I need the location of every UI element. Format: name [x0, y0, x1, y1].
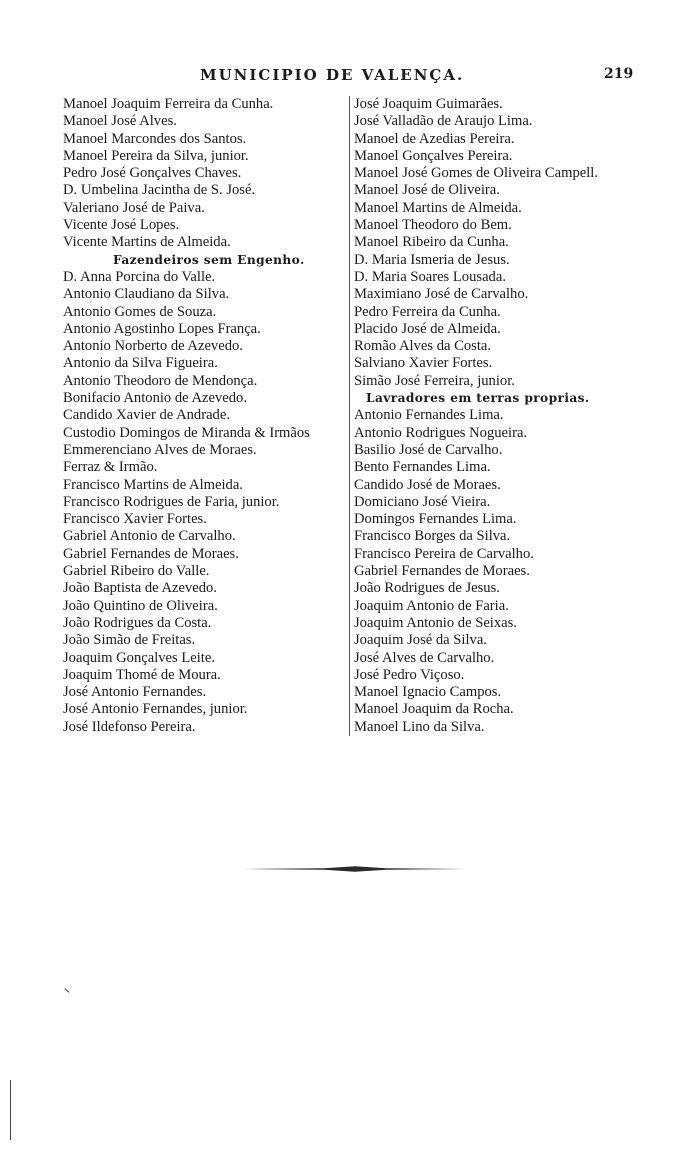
- list-item: Antonio Claudiano da Silva.: [63, 286, 230, 303]
- list-item: Bonifacio Antonio de Azevedo.: [63, 390, 248, 407]
- list-item: Antonio Theodoro de Mendonça.: [63, 372, 258, 389]
- page-title: MUNICIPIO DE VALENÇA.: [200, 66, 465, 84]
- ornament-shape: [244, 866, 466, 872]
- list-item: Bento Fernandes Lima.: [354, 459, 491, 476]
- list-item: Placido José de Almeida.: [354, 320, 501, 337]
- left-entries-top: [63, 96, 348, 252]
- list-item: Gabriel Fernandes de Moraes.: [63, 545, 239, 562]
- list-item: Francisco Martins de Almeida.: [63, 476, 243, 493]
- list-item: Basilio José de Carvalho.: [354, 441, 503, 458]
- list-item: Ferraz & Irmão.: [63, 459, 158, 476]
- list-item: José Pedro Viçoso.: [354, 666, 465, 683]
- list-item: Joaquim José da Silva.: [354, 632, 487, 649]
- list-item: Manoel Marcondes dos Santos.: [63, 130, 247, 147]
- list-item: Vicente Martins de Almeida.: [63, 234, 231, 251]
- right-entries-bottom: [354, 407, 654, 736]
- list-item: Manoel Martins de Almeida.: [354, 199, 522, 216]
- section-heading-lavradores: Lavradores em terras proprias.: [366, 391, 590, 406]
- list-item: Manoel Joaquim da Rocha.: [354, 701, 514, 718]
- left-entries-bottom: [63, 269, 348, 736]
- list-item: D. Umbelina Jacintha de S. José.: [63, 182, 256, 199]
- list-item: José Antonio Fernandes, junior.: [63, 701, 248, 718]
- list-item: Custodio Domingos de Miranda & Irmãos: [63, 424, 310, 441]
- list-item: Gabriel Ribeiro do Valle.: [63, 563, 210, 580]
- column-divider: [349, 96, 350, 736]
- list-item: Manoel de Azedias Pereira.: [354, 130, 515, 147]
- list-item: Antonio Agostinho Lopes França.: [63, 320, 261, 337]
- list-item: Francisco Pereira de Carvalho.: [354, 545, 534, 562]
- list-item: Gabriel Fernandes de Moraes.: [354, 563, 530, 580]
- list-item: Francisco Xavier Fortes.: [63, 511, 207, 528]
- list-item: Manoel Lino da Silva.: [354, 718, 485, 735]
- list-item: Salviano Xavier Fortes.: [354, 355, 493, 372]
- list-item: João Rodrigues da Costa.: [63, 614, 212, 631]
- list-item: Simão José Ferreira, junior.: [354, 372, 515, 389]
- list-item: Manoel José Gomes de Oliveira Campell.: [354, 165, 598, 182]
- list-item: Francisco Borges da Silva.: [354, 528, 511, 545]
- list-item: Antonio Gomes de Souza.: [63, 303, 217, 320]
- list-item: José Joaquim Guimarães.: [354, 96, 503, 112]
- list-item: D. Maria Soares Lousada.: [354, 268, 506, 285]
- list-item: José Antonio Fernandes.: [63, 684, 207, 701]
- margin-mark: [64, 988, 69, 993]
- left-column: [63, 96, 348, 736]
- list-item: José Valladão de Araujo Lima.: [354, 113, 533, 130]
- list-item: Manoel José Alves.: [63, 113, 177, 130]
- list-item: João Simão de Freitas.: [63, 632, 196, 649]
- list-item: João Quintino de Oliveira.: [63, 597, 218, 614]
- list-item: Domiciano José Vieira.: [354, 493, 491, 510]
- list-item: Pedro José Gonçalves Chaves.: [63, 165, 242, 182]
- list-item: Vicente José Lopes.: [63, 217, 180, 234]
- list-item: Antonio Rodrigues Nogueira.: [354, 424, 528, 441]
- right-column: [354, 96, 654, 736]
- list-item: Manoel José de Oliveira.: [354, 182, 500, 199]
- tapered-rule-icon: [244, 865, 466, 873]
- list-item: João Rodrigues de Jesus.: [354, 580, 500, 597]
- list-item: Francisco Rodrigues de Faria, junior.: [63, 493, 280, 510]
- list-item: Manoel Ribeiro da Cunha.: [354, 234, 509, 251]
- list-item: José Ildefonso Pereira.: [63, 718, 196, 735]
- list-item: Maximiano José de Carvalho.: [354, 286, 529, 303]
- right-entries-top: [354, 96, 654, 390]
- list-item: Antonio Norberto de Azevedo.: [63, 338, 243, 355]
- list-item: Joaquim Antonio de Seixas.: [354, 614, 517, 631]
- list-item: José Alves de Carvalho.: [354, 649, 495, 666]
- list-item: Manoel Ignacio Campos.: [354, 684, 502, 701]
- section-heading-fazendeiros: Fazendeiros sem Engenho.: [113, 252, 305, 267]
- list-item: Manoel Theodoro do Bem.: [354, 217, 512, 234]
- list-item: Candido Xavier de Andrade.: [63, 407, 230, 424]
- list-item: Joaquim Gonçalves Leite.: [63, 649, 215, 666]
- margin-mark: [10, 1080, 11, 1140]
- list-item: Manoel Pereira da Silva, junior.: [63, 147, 249, 164]
- list-item: Antonio da Silva Figueira.: [63, 355, 218, 372]
- list-item: Antonio Fernandes Lima.: [354, 407, 504, 424]
- list-item: Candido José de Moraes.: [354, 476, 501, 493]
- list-item: Valeriano José de Paiva.: [63, 199, 205, 216]
- list-item: D. Anna Porcina do Valle.: [63, 268, 216, 285]
- list-item: Manoel Joaquim Ferreira da Cunha.: [63, 96, 274, 112]
- list-item: Joaquim Thomé de Moura.: [63, 666, 221, 683]
- list-item: Pedro Ferreira da Cunha.: [354, 303, 501, 320]
- list-item: D. Maria Ismeria de Jesus.: [354, 251, 510, 268]
- list-item: Joaquim Antonio de Faria.: [354, 597, 509, 614]
- list-item: Gabriel Antonio de Carvalho.: [63, 528, 236, 545]
- list-item: Domingos Fernandes Lima.: [354, 511, 517, 528]
- list-item: Romão Alves da Costa.: [354, 338, 492, 355]
- list-item: Emmerenciano Alves de Moraes.: [63, 441, 257, 458]
- list-item: João Baptista de Azevedo.: [63, 580, 218, 597]
- list-item: Manoel Gonçalves Pereira.: [354, 147, 513, 164]
- page-number: 219: [604, 66, 634, 82]
